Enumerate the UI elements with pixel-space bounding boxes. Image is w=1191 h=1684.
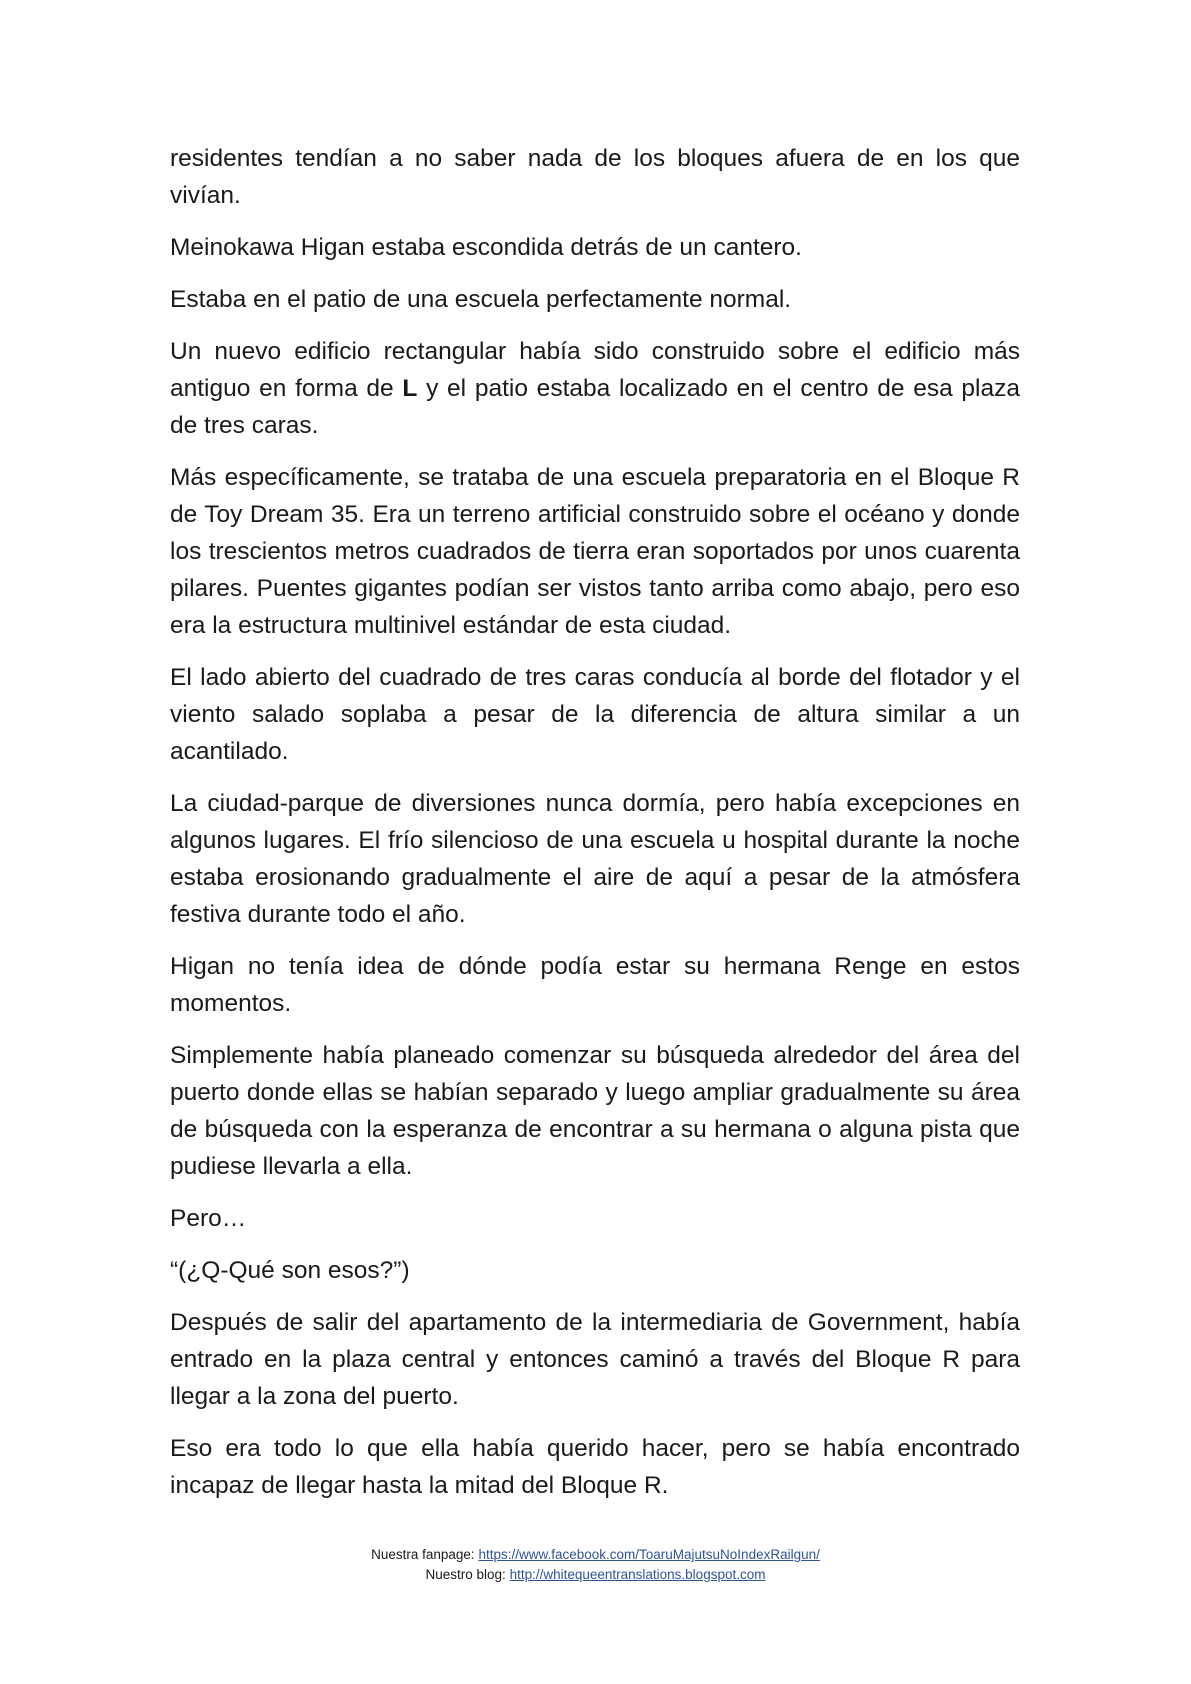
paragraph: El lado abierto del cuadrado de tres caras conducía al borde del flotador y el viento salado soplaba a pesar de la diferencia de altura similar a un acantilado. — [170, 664, 1020, 765]
paragraph: residentes tendían a no saber nada de los bloques afuera de en los que vivían. — [170, 145, 1020, 209]
paragraph: “(¿Q-Qué son esos?”) — [170, 1257, 410, 1284]
paragraph: Higan no tenía idea de dónde podía estar su hermana Renge en estos momentos. — [170, 953, 1020, 1017]
paragraph-text-before: Un nuevo edificio rectangular había sido construido sobre el edificio más antiguo en forma de — [170, 338, 1020, 402]
paragraph: Más específicamente, se trataba de una escuela preparatoria en el Bloque R de Toy Dream 35. Era un terreno artificial construido sobre el océano y donde los trescientos metros cuadrados de tierra eran soportados por unos cuarenta pilares. Puentes gigantes podían ser vistos tanto arriba como abajo, pero eso era la estructura multinivel estándar de esta ciudad. — [170, 464, 1020, 639]
fanpage-link[interactable]: https://www.facebook.com/ToaruMajutsuNoIndexRailgun/ — [478, 1547, 820, 1562]
body-text — [170, 140, 1020, 1519]
blog-link[interactable]: http://whitequeentranslations.blogspot.com — [509, 1567, 766, 1582]
paragraph: Eso era todo lo que ella había querido hacer, pero se había encontrado incapaz de llegar hasta la mitad del Bloque R. — [170, 1435, 1020, 1499]
paragraph-text-after: y el patio estaba localizado en el centro de esa plaza de tres caras. — [170, 375, 1020, 439]
paragraph: Estaba en el patio de una escuela perfectamente normal. — [170, 286, 792, 313]
paragraph: Pero… — [170, 1205, 247, 1232]
blog-label: Nuestro blog: — [425, 1567, 510, 1582]
footer-blog-line — [0, 1565, 1191, 1585]
fanpage-label: Nuestra fanpage: — [371, 1547, 479, 1562]
paragraph: La ciudad-parque de diversiones nunca dormía, pero había excepciones en algunos lugares. El frío silencioso de una escuela u hospital durante la noche estaba erosionando gradualmente el aire de aquí a pesar de la atmósfera festiva durante todo el año. — [170, 790, 1020, 928]
paragraph-with-bold — [170, 333, 1020, 444]
paragraph: Simplemente había planeado comenzar su búsqueda alrededor del área del puerto donde ellas se habían separado y luego ampliar gradualmente su área de búsqueda con la esperanza de encontrar a su hermana o alguna pista que pudiese llevarla a ella. — [170, 1042, 1020, 1180]
footer-fanpage-line — [0, 1545, 1191, 1565]
paragraph: Después de salir del apartamento de la intermediaria de Government, había entrado en la plaza central y entonces caminó a través del Bloque R para llegar a la zona del puerto. — [170, 1309, 1020, 1410]
paragraph: Meinokawa Higan estaba escondida detrás de un cantero. — [170, 234, 802, 261]
bold-letter: L — [402, 375, 418, 402]
page-footer — [0, 1545, 1191, 1585]
